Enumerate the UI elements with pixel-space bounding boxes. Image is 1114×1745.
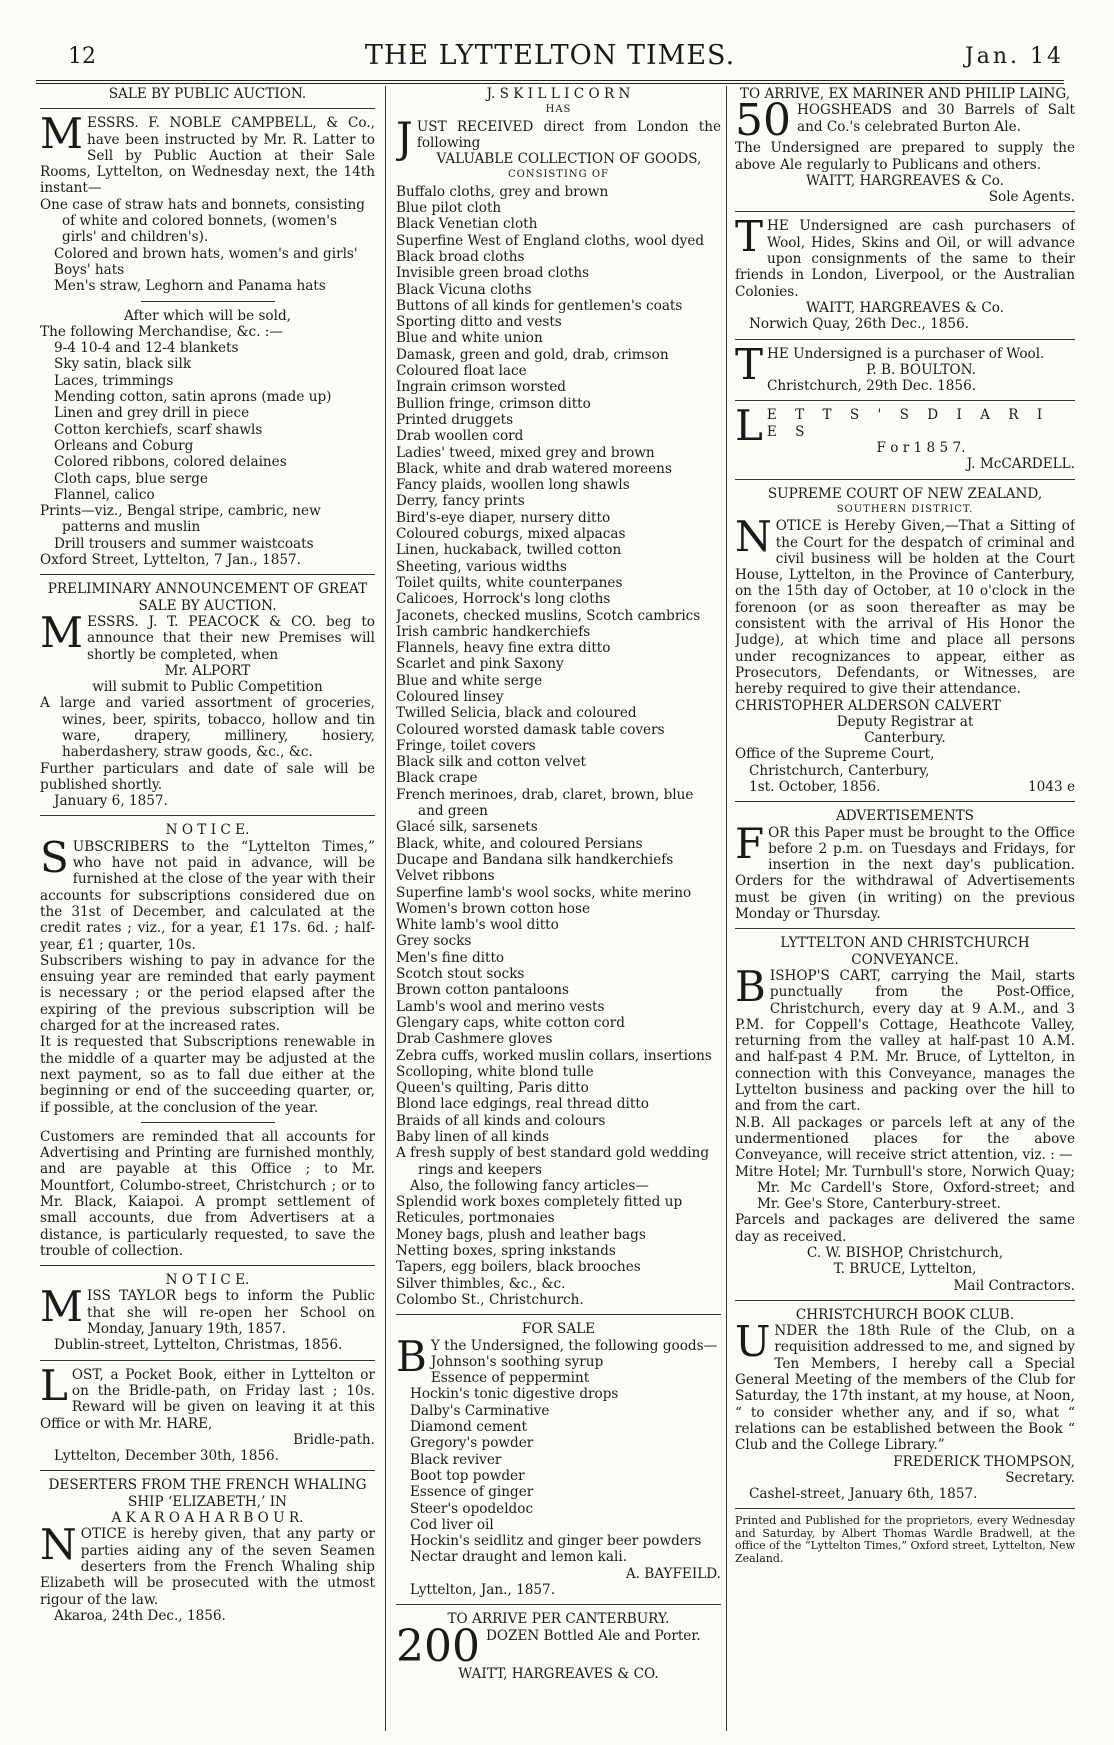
column-2 [396, 86, 721, 1731]
list-item: Irish cambric handkerchiefs [396, 623, 591, 640]
list-item: Calicoes, Horrock's long cloths [396, 591, 611, 608]
ad-heading: TO ARRIVE, EX MARINER AND PHILIP LAING, [739, 86, 1071, 102]
list-item: Black broad cloths [396, 248, 525, 265]
big-number: 200 [396, 1620, 480, 1672]
ad-text: SOUTHERN DISTRICT. [836, 503, 974, 515]
list-item: Invisible green broad cloths [396, 265, 590, 282]
header-rule [36, 80, 1064, 81]
firm-name: WAITT, HARGREAVES & CO. [458, 1665, 659, 1682]
ad-date: January 6, 1857. [54, 793, 168, 810]
divider [735, 211, 1075, 212]
drop-cap: T [735, 212, 764, 262]
school-notice [40, 1272, 375, 1353]
ad-body: HE Undersigned is a purchaser of Wool. [767, 345, 1045, 362]
ad-body: DOZEN Bottled Ale and Porter. [485, 1627, 701, 1644]
skillicorn-ad [396, 86, 721, 1308]
list-item: Coloured worsted damask table covers [396, 721, 665, 738]
list-item: Scolloping, white blond tulle [396, 1063, 594, 1080]
list-item: Buffalo cloths, grey and brown [396, 183, 609, 200]
list-item: Coloured linsey [396, 688, 504, 705]
list-item: Hockin's tonic digestive drops [410, 1386, 619, 1403]
fancy-list [396, 1194, 721, 1292]
ad-heading: FOR SALE [521, 1321, 596, 1338]
ad-heading: E T T S ' S D I A R I E S [766, 407, 1050, 440]
list-item: Black Vicuna cloths [396, 281, 532, 298]
list-item: Printed druggets [396, 411, 514, 428]
ad-signoff: Christchurch, 29th Dec. 1856. [767, 378, 977, 395]
divider [735, 928, 1075, 929]
lost-notice [40, 1360, 375, 1465]
official-name: CHRISTOPHER ALDERSON CALVERT [735, 697, 1001, 714]
list-item: Prints—viz., Bengal stripe, cambric, new patterns and muslin [40, 503, 321, 536]
ad-text: F o r 1 8 5 7. [876, 440, 966, 457]
list-item: Superfine lamb's wool socks, white merino [396, 884, 692, 901]
page-header [36, 38, 1064, 78]
ad-text: Further particulars and date of sale will be published shortly. [40, 760, 375, 793]
list-item: Dalby's Carminative [410, 1402, 550, 1419]
list-item: Linen and grey drill in piece [54, 405, 250, 422]
boulton-ad [735, 339, 1075, 395]
ad-body: HOGSHEADS and 30 Barrels of Salt and Co.'s celebrated Burton Ale. [797, 102, 1075, 135]
list-item: Silver thimbles, &c., &c. [396, 1275, 566, 1292]
list-item: Men's straw, Leghorn and Panama hats [54, 278, 326, 295]
issue-date: Jan. 14 [964, 44, 1064, 69]
list-item: Queen's quilting, Paris ditto [396, 1080, 589, 1097]
ad-text: will submit to Public Competition [92, 679, 323, 696]
column-rule [385, 86, 386, 1731]
canterbury-ad [396, 1611, 721, 1682]
ad-body: OTICE is hereby given, that any party or parties aiding any of the seven Seamen deserters from the French Whaling ship Elizabeth will be prosecuted with the utmost rigour of the law. [40, 1526, 375, 1608]
ad-text: The following Merchandise, &c. :— [40, 323, 283, 340]
drop-cap: L [40, 1360, 68, 1410]
list-item: A fresh supply of best standard gold wedding rings and keepers [396, 1145, 710, 1178]
ad-heading: CHRISTCHURCH BOOK CLUB. [795, 1306, 1015, 1323]
divider [40, 108, 375, 109]
divider [40, 574, 375, 575]
list-item: Bullion fringe, crimson ditto [396, 395, 591, 412]
auctioneer-name: Mr. ALPORT [164, 662, 251, 679]
ad-body: N.B. All packages or parcels left at any of the undermentioned places for the above Conveyance, will receive strict attention, viz. : — [735, 1114, 1075, 1164]
divider [141, 1122, 275, 1123]
ad-heading: TO ARRIVE PER CANTERBURY. [447, 1611, 670, 1628]
list-item: Linen, huckaback, twilled cotton [396, 542, 622, 559]
list-item: Baby linen of all kinds [396, 1129, 550, 1145]
ad-text: Deputy Registrar at [836, 713, 974, 730]
list-item: Hockin's seidlitz and ginger beer powders [410, 1533, 702, 1550]
list-item: Jaconets, checked muslins, Scotch cambrics [396, 607, 701, 624]
list-item: 9-4 10-4 and 12-4 blankets [54, 340, 239, 357]
list-item: Braids of all kinds and colours [396, 1112, 606, 1129]
drop-cap: U [735, 1317, 771, 1367]
ad-body: Customers are reminded that all accounts for Advertising and Printing are furnished monthly, and are payable at this Office ; to Mr. Mountfort, Columbo-street, Christchurch ; or to Mr. Black, Kaiapoi. A prompt settlement of small accounts, due from Advertisers at a distance, is particularly requested, to save the trouble of collection. [40, 1128, 375, 1259]
list-item: Velvet ribbons [396, 868, 495, 885]
list-item: Brown cotton pantaloons [396, 982, 569, 999]
ad-body: HE Undersigned are cash purchasers of Wool, Hides, Skins and Oil, or will advance upon consignments of the same to their friends in London, Liverpool, or the Australian Colonies. [735, 218, 1075, 300]
list-item: Damask, green and gold, drab, crimson [396, 346, 669, 363]
contractor-name: C. W. BISHOP, Christchurch, [806, 1245, 1004, 1261]
official-name: FREDERICK THOMPSON, [893, 1453, 1075, 1470]
divider [735, 1300, 1075, 1301]
list-item: Tapers, egg boilers, black brooches [396, 1259, 641, 1276]
ad-signoff: Cashel-street, January 6th, 1857. [749, 1486, 978, 1503]
ad-date-row [735, 779, 1075, 795]
ad-heading: LYTTELTON AND CHRISTCHURCH CONVEYANCE. [780, 935, 1030, 968]
list-item: Black reviver [410, 1451, 502, 1468]
list-item: Netting boxes, spring inkstands [396, 1243, 616, 1260]
list-item: Glacé silk, sarsenets [396, 819, 538, 836]
ad-signoff: Oxford Street, Lyttelton, 7 Jan., 1857. [40, 552, 302, 569]
column-rule [726, 86, 727, 1731]
ad-signoff: Norwich Quay, 26th Dec., 1856. [749, 316, 970, 333]
divider [735, 400, 1075, 401]
list-item: Laces, trimmings [54, 372, 174, 389]
list-item: Toilet quilts, white counterpanes [396, 574, 623, 591]
ad-body: OTICE is Hereby Given,—That a Sitting of the Court for the despatch of criminal and civil business will be holden at the Court House, Lyttelton, in the Province of Canterbury, on the 15th day of October, at 10 o'clock in the forenoon (or as soon thereafter as may be consistent with the arrival of His Honor the Judge), at which time and place all persons under recognizances to appear, either as Prosecutors, Defendants, or Witnesses, are hereby required to give their attendance. [735, 518, 1075, 698]
list-item: French merinoes, drab, claret, brown, blue and green [396, 786, 694, 820]
drop-cap: T [735, 339, 764, 389]
newspaper-title: THE LYTTELTON TIMES. [364, 40, 736, 71]
ad-heading: A K A R O A H A R B O U R. [111, 1510, 304, 1527]
ad-heading: VALUABLE COLLECTION OF GOODS, [436, 151, 702, 168]
list-item: Ducape and Bandana silk handkerchiefs [396, 851, 674, 868]
divider [40, 1360, 375, 1361]
list-item: Black Venetian cloth [396, 216, 538, 233]
column-1 [40, 86, 375, 1731]
list-item: Ladies' tweed, mixed grey and brown [396, 444, 655, 461]
ad-signoff: Lyttelton, Jan., 1857. [410, 1582, 556, 1599]
drop-cap: S [40, 832, 69, 882]
ad-text: Sole Agents. [988, 189, 1075, 206]
list-item: Essence of ginger [410, 1484, 534, 1501]
list-item: Twilled Selicia, black and coloured [396, 705, 637, 722]
list-item: Derry, fancy prints [396, 493, 525, 510]
merchant-name: J. McCARDELL. [966, 456, 1075, 473]
ad-heading: PRELIMINARY ANNOUNCEMENT OF GREAT SALE BY AUCTION. [47, 581, 368, 614]
divider [735, 801, 1075, 802]
list-item: Sky satin, black silk [54, 356, 192, 373]
list-item: White lamb's wool ditto [396, 917, 559, 934]
ad-body: ISHOP'S CART, carrying the Mail, starts punctually from the Post-Office, Christchurch, every day at 9 A.M., and 3 P.M. for Coppell's Cottage, Heathcote Valley, returning from the valley at half-past 10 A.M. and half-past 4 P.M. Mr. Bruce, of Lyttelton, in connection with this Conveyance, manages the Lyttelton business and packing over the hill to and from the cart. [735, 967, 1075, 1115]
list-item: Black, white, and coloured Persians [396, 835, 643, 852]
ad-body: Subscribers wishing to pay in advance for the ensuing year are reminded that early payment is necessary ; or the period elapsed after the expiring of the previous subscription will be charged for at the increased rates. [40, 952, 375, 1035]
drop-cap: M [40, 109, 84, 159]
remedies-list [396, 1354, 721, 1566]
drop-cap: M [40, 607, 84, 657]
list-item: Ingrain crimson worsted [396, 379, 566, 396]
ad-body: The Undersigned are prepared to supply the above Ale regularly to Publicans and others. [735, 140, 1075, 173]
list-item: Buttons of all kinds for gentlemen's coats [396, 297, 683, 314]
list-item: Diamond cement [410, 1419, 528, 1436]
deserters-notice [40, 1477, 375, 1624]
drop-cap: L [735, 401, 763, 451]
list-item: Women's brown cotton hose [396, 900, 590, 917]
list-item: Black, white and drab watered moreens [396, 460, 672, 477]
wool-ad [735, 212, 1075, 333]
ad-body: Parcels and packages are delivered the same day as received. [735, 1212, 1075, 1245]
list-item: Sporting ditto and vests [396, 314, 562, 331]
list-item: Black silk and cotton velvet [396, 754, 586, 771]
ad-signoff: Akaroa, 24th Dec., 1856. [54, 1607, 226, 1624]
list-item: Bird's-eye diaper, nursery ditto [396, 509, 611, 526]
list-item: Coloured float lace [396, 363, 527, 380]
list-item: Men's fine ditto [396, 949, 505, 966]
list-item: Mending cotton, satin aprons (made up) [54, 389, 332, 406]
list-item: Zebra cuffs, worked muslin collars, insertions [396, 1047, 712, 1064]
ad-text: Office of the Supreme Court, [735, 746, 935, 763]
list-item: Colored and brown hats, women's and girls' Boys' hats [54, 245, 358, 278]
subscribers-notice [40, 822, 375, 1259]
page-number: 12 [68, 44, 96, 69]
drop-cap: F [735, 818, 765, 868]
ad-body: NDER the 18th Rule of the Club, on a requisition addressed to me, and signed by Ten Members, I hereby call a Special General Meeting of the members of the Club for Saturday, the 17th instant, at my house, at Noon, “ to consider whether any, and if so, what “ relations can be established between the Book “ Club and the College Library.” [735, 1323, 1075, 1454]
firm-name: WAITT, HARGREAVES & Co. [805, 299, 1005, 316]
list-item: Essence of peppermint [430, 1370, 590, 1387]
conveyance-ad [735, 935, 1075, 1294]
ad-text: CONSISTING OF [508, 169, 609, 181]
book-club-notice [735, 1307, 1075, 1503]
ad-text: Also, the following fancy articles— [410, 1177, 649, 1194]
drop-cap: N [40, 1520, 77, 1570]
list-item: Drab Cashmere gloves [396, 1031, 553, 1048]
ad-heading: N O T I C E. [165, 1272, 250, 1289]
drop-cap: M [40, 1282, 84, 1332]
ad-ref: 1043 e [1028, 778, 1075, 795]
firm-name: WAITT, HARGREAVES & Co. [805, 172, 1005, 189]
ad-heading: N O T I C E. [165, 822, 250, 839]
ad-heading: DESERTERS FROM THE FRENCH WHALING SHIP ‘ELIZABETH,’ IN [48, 1477, 367, 1510]
ad-body: OR this Paper must be brought to the Office before 2 p.m. on Tuesdays and Fridays, for insertion in the next day's publication. Orders for the withdrawal of Advertisements must be given (in writing) on the previous Monday or Thursday. [735, 824, 1075, 923]
ad-body: UBSCRIBERS to the “Lyttelton Times,” who have not paid in advance, will be furnished at the close of the year with their accounts for subscriptions considered due on the 31st of December, and calculated at the credit rates ; viz., for a year, £1 17s. 6d. ; half-year, £1 ; quarter, 10s. [40, 838, 375, 953]
list-item: Grey socks [396, 933, 472, 950]
ad-signoff: Lyttelton, December 30th, 1856. [54, 1448, 279, 1465]
ad-body: ESSRS. F. NOBLE CAMPBELL, & Co., have been instructed by Mr. R. Latter to Sell by Public Auction at their Sale Rooms, Lyttelton, on Wednesday next, the 14th instant— [40, 115, 375, 197]
divider [735, 1508, 1075, 1509]
ad-text: Bridle-path. [293, 1431, 375, 1448]
ad-signoff: Colombo St., Christchurch. [396, 1291, 584, 1308]
list-item: Blue pilot cloth [396, 200, 502, 217]
ad-body: OST, a Pocket Book, either in Lyttelton or on the Bridle-path, on Friday last ; 10s. Reward will be given on leaving it at this Office or with Mr. HARE, [40, 1366, 375, 1432]
list-item: Fringe, toilet covers [396, 737, 536, 754]
list-item: Sheeting, various widths [396, 558, 567, 575]
drop-cap: B [396, 1331, 427, 1381]
divider [40, 815, 375, 816]
divider [396, 1314, 721, 1315]
list-item: Blond lace edgings, real thread ditto [396, 1096, 649, 1113]
divider [40, 1265, 375, 1266]
ad-body: ESSRS. J. T. PEACOCK & CO. beg to announce that their new Premises will shortly be completed, when [87, 613, 375, 663]
ad-body: Mitre Hotel; Mr. Turnbull's store, Norwich Quay; Mr. Mc Cardell's Store, Oxford-street; and Mr. Gee's Store, Canterbury-street. [735, 1163, 1075, 1213]
merchant-name: J. S K I L L I C O R N [486, 86, 631, 102]
divider [735, 339, 1075, 340]
ad-heading: SUPREME COURT OF NEW ZEALAND, [767, 485, 1043, 502]
drop-cap: B [735, 961, 766, 1011]
list-item: Cod liver oil [410, 1516, 494, 1533]
ad-text: After which will be sold, [124, 307, 291, 324]
ad-body: ISS TAYLOR begs to inform the Public that she will re-open her School on Monday, January 19th, 1857. [87, 1288, 375, 1338]
list-item: Orleans and Coburg [54, 437, 194, 454]
mariner-ad [735, 86, 1075, 205]
list-item: Blue and white serge [396, 672, 543, 689]
divider [40, 1470, 375, 1471]
list-item: Steer's opodeldoc [410, 1500, 534, 1517]
ad-heading: ADVERTISEMENTS [835, 808, 974, 825]
ad-body: Y the Undersigned, the following goods— [430, 1337, 718, 1354]
big-number: 50 [735, 95, 791, 147]
list-item: Scotch stout socks [396, 966, 525, 983]
list-item: Colored ribbons, colored delaines [54, 454, 287, 471]
list-item: Flannel, calico [54, 486, 155, 503]
auction-ad [40, 86, 375, 568]
list-item: One case of straw hats and bonnets, consisting of white and colored bonnets, (women's girls' and children's). [40, 196, 366, 246]
list-item: Fancy plaids, woollen long shawls [396, 477, 630, 494]
ad-text: Canterbury. [864, 730, 946, 747]
list-item: Coloured coburgs, mixed alpacas [396, 526, 626, 543]
list-item: Gregory's powder [410, 1435, 534, 1452]
header-rule-2 [36, 83, 1064, 84]
drop-cap: N [735, 512, 772, 562]
ad-body: A large and varied assortment of groceries, wines, beer, spirits, tobacco, hollow and tin ware, drapery, millinery, hosiery, haberdashery, straw goods, &c., &c. [40, 695, 375, 761]
court-notice [735, 486, 1075, 796]
list-item: Scarlet and pink Saxony [396, 656, 564, 673]
list-item: Drab woollen cord [396, 428, 524, 445]
list-item: Boot top powder [410, 1467, 525, 1484]
divider [735, 479, 1075, 480]
list-item: Black crape [396, 770, 478, 787]
ad-signoff: Dublin-street, Lyttelton, Christmas, 1856. [54, 1337, 343, 1354]
ad-date: 1st. October, 1856. [749, 778, 881, 795]
drop-cap: J [396, 112, 413, 162]
prelim-ad [40, 581, 375, 809]
imprint: Printed and Published for the proprietors, every Wednesday and Saturday, by Albert Thomas Wardle Bradwell, at the office of the “Lyttelton Times,” Oxford street, Lyttelton, New Zealand. [735, 1514, 1075, 1565]
goods-list [396, 184, 721, 1178]
column-3 [735, 86, 1075, 1731]
divider [141, 301, 275, 302]
contractor-name: T. BRUCE, Lyttelton, [833, 1261, 977, 1278]
list-item: Superfine West of England cloths, wool dyed [396, 232, 705, 249]
list-item: Blue and white union [396, 330, 543, 347]
ad-text: Secretary. [1005, 1469, 1075, 1486]
ad-body: UST RECEIVED direct from London the following [416, 118, 721, 151]
ad-heading: SALE BY PUBLIC AUCTION. [108, 86, 307, 102]
list-item: Cloth caps, blue serge [54, 470, 208, 487]
for-sale-ad [396, 1321, 721, 1598]
list-item: Splendid work boxes completely fitted up [396, 1194, 683, 1211]
list-item: Johnson's soothing syrup [430, 1353, 604, 1370]
seller-name: A. BAYFEILD. [625, 1565, 721, 1582]
merchant-name: P. B. BOULTON. [866, 361, 976, 378]
ad-body: It is requested that Subscriptions renewable in the middle of a quarter may be adjusted at the next payment, so as to fall due either at the beginning or end of the succeeding quarter, or, if possible, at the conclusion of the year. [40, 1034, 375, 1116]
ad-text: HAS [545, 104, 572, 116]
list-item: Drill trousers and summer waistcoats [54, 535, 314, 552]
list-item: Reticules, portmonaies [396, 1210, 555, 1227]
list-item: Nectar draught and lemon kali. [410, 1549, 628, 1566]
divider [396, 1604, 721, 1605]
list-item: Lamb's wool and merino vests [396, 998, 605, 1015]
ad-text: Christchurch, Canterbury, [749, 762, 930, 779]
letts-ad [735, 401, 1075, 473]
list-item: Cotton kerchiefs, scarf shawls [54, 421, 263, 438]
list-item: Glengary caps, white cotton cord [396, 1014, 625, 1031]
advertisements-notice [735, 808, 1075, 922]
ad-text: Mail Contractors. [953, 1277, 1075, 1294]
list-item: Flannels, heavy fine extra ditto [396, 640, 611, 657]
list-item: Money bags, plush and leather bags [396, 1226, 646, 1243]
